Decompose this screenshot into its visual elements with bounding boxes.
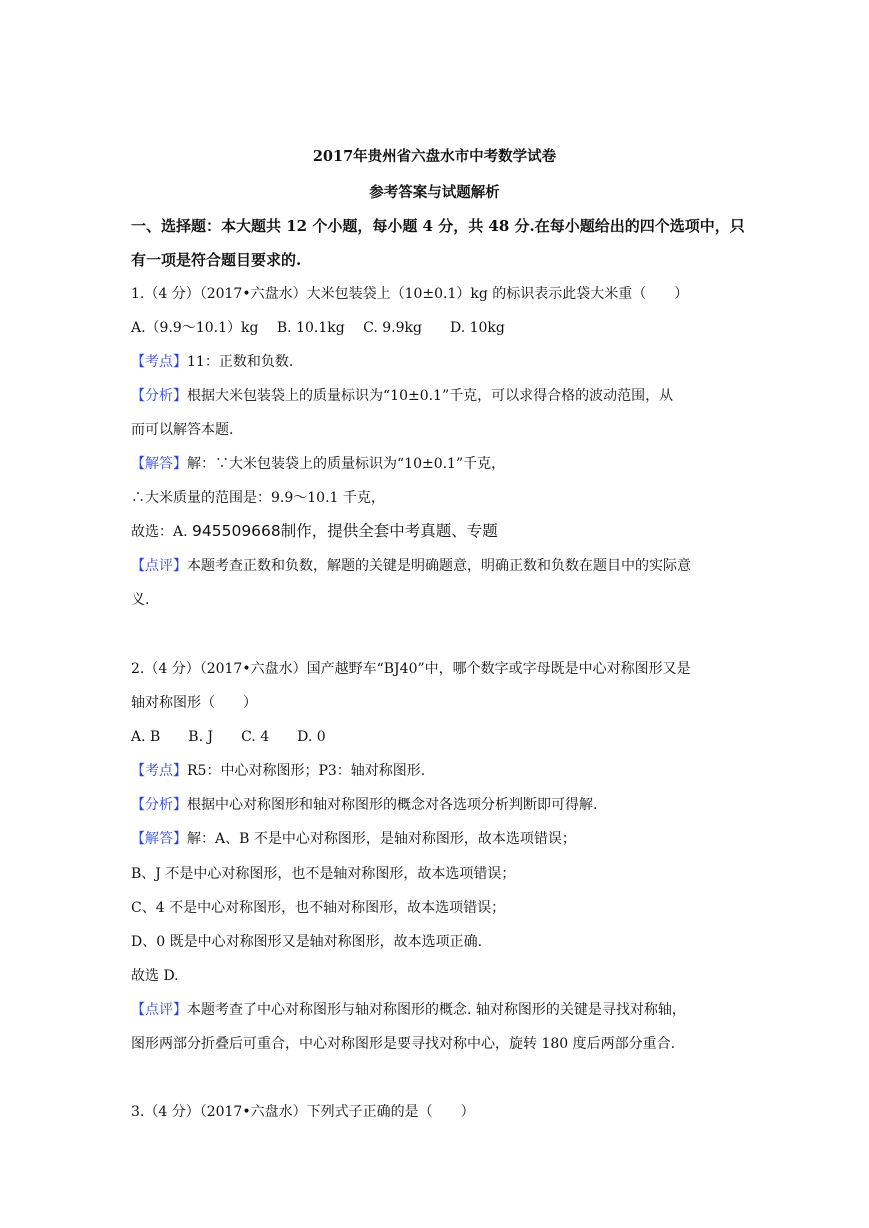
watermark-text: 945509668制作，提供全套中考真题、专题 [192, 522, 498, 540]
dianping-tag: 【点评】 [131, 1002, 187, 1018]
q2-jieda-text-3: C、4 不是中心对称图形，也不轴对称图形，故本选项错误； [131, 900, 506, 916]
q2-stem-2: 轴对称图形（ ） [131, 695, 257, 711]
section-heading-line-2: 有一项是符合题目要求的. [131, 251, 302, 269]
q2-options: A. B B. J C. 4 D. 0 [131, 729, 326, 745]
q2-stem-1: 2.（4 分）（2017•六盘水）国产越野车“BJ40”中，哪个数字或字母既是中心对称图形又是 [131, 661, 691, 677]
q1-kaodian-text: 11：正数和负数. [187, 354, 294, 370]
q2-kaodian [131, 761, 425, 781]
kaodian-tag: 【考点】 [131, 354, 187, 370]
page-subtitle: 参考答案与试题解析 [369, 184, 500, 201]
fenxi-tag: 【分析】 [131, 388, 187, 404]
dianping-tag: 【点评】 [131, 558, 187, 574]
page-title: 2017年贵州省六盘水市中考数学试卷 [312, 148, 557, 165]
section-heading-line-1: 一、选择题：本大题共 12 个小题，每小题 4 分，共 48 分.在每小题给出的四个选项中，只 [131, 217, 745, 235]
kaodian-tag: 【考点】 [131, 763, 187, 779]
q2-jieda-text-4: D、0 既是中心对称图形又是轴对称图形，故本选项正确. [131, 934, 483, 950]
q1-answer-prefix: 故选：A. [131, 524, 193, 540]
q1-fenxi-text-1: 根据大米包装袋上的质量标识为“10±0.1”千克，可以求得合格的波动范围，从 [187, 388, 674, 404]
q2-jieda-text-2: B、J 不是中心对称图形，也不是轴对称图形，故本选项错误； [131, 866, 516, 882]
q2-fenxi [131, 795, 597, 815]
q1-answer [131, 521, 498, 542]
jieda-tag: 【解答】 [131, 831, 187, 847]
q1-jieda-text-2: ∴大米质量的范围是：9.9～10.1 千克， [131, 490, 385, 506]
q2-answer: 故选 D. [131, 968, 179, 984]
jieda-tag: 【解答】 [131, 456, 187, 472]
q2-kaodian-text: R5：中心对称图形；P3：轴对称图形. [187, 763, 426, 779]
q1-jieda-text-1: 解：∵大米包装袋上的质量标识为“10±0.1”千克， [187, 456, 506, 472]
q2-jieda [131, 829, 576, 849]
q1-dianping-text-2: 义. [131, 592, 150, 608]
fenxi-tag: 【分析】 [131, 797, 187, 813]
q2-jieda-text-1: 解：A、B 不是中心对称图形，是轴对称图形，故本选项错误； [187, 831, 576, 847]
q3-stem: 3.（4 分）（2017•六盘水）下列式子正确的是（ ） [131, 1104, 475, 1120]
q1-fenxi-text-2: 而可以解答本题. [131, 422, 234, 438]
q2-dianping [131, 1000, 686, 1020]
q1-fenxi [131, 386, 673, 406]
q1-dianping [131, 556, 691, 576]
q2-dianping-text-2: 图形两部分折叠后可重合，中心对称图形是要寻找对称中心，旋转 180 度后两部分重合. [131, 1036, 676, 1052]
q1-jieda [131, 454, 505, 474]
q2-fenxi-text: 根据中心对称图形和轴对称图形的概念对各选项分析判断即可得解. [187, 797, 598, 813]
q1-kaodian [131, 352, 293, 372]
q1-stem: 1.（4 分）（2017•六盘水）大米包装袋上（10±0.1）kg 的标识表示此袋大米重（ ） [131, 286, 689, 302]
q1-dianping-text-1: 本题考查正数和负数，解题的关键是明确题意，明确正数和负数在题目中的实际意 [187, 558, 691, 574]
q2-dianping-text-1: 本题考查了中心对称图形与轴对称图形的概念. 轴对称图形的关键是寻找对称轴， [187, 1002, 686, 1018]
q1-options: A.（9.9～10.1）kg B. 10.1kg C. 9.9kg D. 10kg [131, 320, 505, 336]
